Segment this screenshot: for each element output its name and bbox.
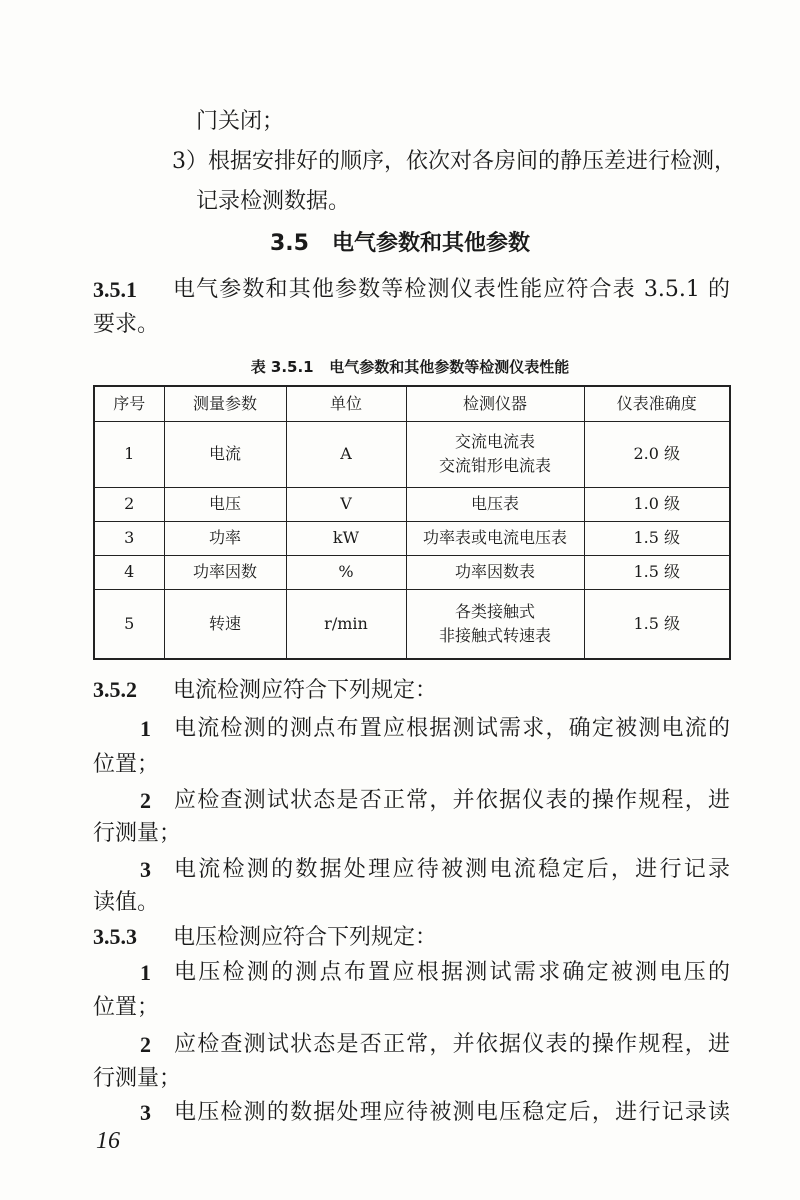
list-item-3: 3）根据安排好的顺序，依次对各房间的静压差进行检测， bbox=[172, 149, 736, 174]
cell-unit: % bbox=[286, 555, 406, 589]
instrument-line: 非接触式转速表 bbox=[438, 625, 551, 645]
item-number: 1 bbox=[140, 716, 151, 741]
cell-no: 5 bbox=[94, 589, 164, 659]
clause-number: 3.5.2 bbox=[93, 677, 137, 702]
caption-number: 表 3.5.1 bbox=[250, 358, 314, 376]
header-cell: 仪表准确度 bbox=[584, 386, 730, 421]
item-number: 2 bbox=[140, 1032, 151, 1057]
clause-title: 电压检测应符合下列规定： bbox=[173, 925, 438, 950]
clause-item bbox=[140, 855, 730, 885]
clause-item bbox=[140, 958, 730, 988]
header-cell: 检测仪器 bbox=[406, 386, 584, 421]
item-text-cont: 行测量； bbox=[93, 1066, 182, 1091]
cell-accuracy: 1.0 级 bbox=[584, 487, 730, 521]
cell-instrument: 电压表 bbox=[406, 487, 584, 521]
clause-3-5-2 bbox=[93, 675, 437, 706]
section-number: 3.5 bbox=[270, 231, 309, 256]
item-text: 电流检测的数据处理应待被测电流稳定后，进行记录 bbox=[174, 857, 730, 882]
item-text: 应检查测试状态是否正常，并依据仪表的操作规程，进 bbox=[174, 1032, 730, 1057]
cell-instrument: 功率因数表 bbox=[406, 555, 584, 589]
cell-unit: r/min bbox=[286, 589, 406, 659]
item-text-cont: 位置； bbox=[93, 995, 160, 1020]
item-text: 电压检测的测点布置应根据测试需求确定被测电压的 bbox=[174, 960, 730, 985]
text-line: 门关闭； bbox=[196, 109, 285, 134]
cell-param: 电流 bbox=[164, 421, 286, 487]
item-text: 应检查测试状态是否正常，并依据仪表的操作规程，进 bbox=[174, 788, 730, 813]
cell-no: 4 bbox=[94, 555, 164, 589]
caption-title: 电气参数和其他参数等检测仪表性能 bbox=[329, 358, 570, 376]
cell-accuracy: 1.5 级 bbox=[584, 555, 730, 589]
header-cell: 测量参数 bbox=[164, 386, 286, 421]
instrument-line: 交流电流表 bbox=[454, 432, 535, 451]
cell-unit: A bbox=[286, 421, 406, 487]
item-text-cont: 读值。 bbox=[93, 890, 160, 915]
item-text: 电压检测的数据处理应待被测电压稳定后，进行记录读 bbox=[174, 1100, 730, 1125]
item-text: 电流检测的测点布置应根据测试需求，确定被测电流的 bbox=[174, 716, 730, 741]
clause-item bbox=[140, 1030, 730, 1060]
instrument-table bbox=[93, 385, 731, 660]
table-row bbox=[94, 487, 730, 521]
item-number: 1 bbox=[140, 960, 151, 985]
cell-accuracy: 1.5 级 bbox=[584, 589, 730, 659]
instrument-line: 交流钳形电流表 bbox=[438, 456, 551, 475]
clause-3-5-3 bbox=[93, 922, 437, 953]
table-row bbox=[94, 589, 730, 659]
table-row bbox=[94, 555, 730, 589]
table-row bbox=[94, 421, 730, 487]
item-number: 2 bbox=[140, 788, 151, 813]
clause-item bbox=[140, 714, 730, 744]
cell-instrument bbox=[406, 589, 584, 659]
cell-unit: V bbox=[286, 487, 406, 521]
cell-no: 2 bbox=[94, 487, 164, 521]
clause-title: 电流检测应符合下列规定： bbox=[173, 678, 438, 703]
instrument-line: 各类接触式 bbox=[454, 601, 535, 621]
page-number: 16 bbox=[96, 1128, 120, 1154]
cell-no: 1 bbox=[94, 421, 164, 487]
item-text-cont: 位置； bbox=[93, 752, 160, 777]
clause-text: 电气参数和其他参数等检测仪表性能应符合表 3.5.1 的 bbox=[173, 277, 730, 302]
cell-param: 转速 bbox=[164, 589, 286, 659]
table-caption bbox=[0, 356, 800, 377]
cell-instrument: 功率表或电流电压表 bbox=[406, 521, 584, 555]
cell-param: 功率因数 bbox=[164, 555, 286, 589]
cell-no: 3 bbox=[94, 521, 164, 555]
cell-accuracy: 2.0 级 bbox=[584, 421, 730, 487]
clause-text-cont: 要求。 bbox=[93, 312, 160, 337]
clause-number: 3.5.3 bbox=[93, 924, 137, 949]
cell-unit: kW bbox=[286, 521, 406, 555]
section-heading bbox=[0, 226, 800, 257]
clause-3-5-1 bbox=[93, 275, 730, 305]
section-title: 电气参数和其他参数 bbox=[331, 231, 530, 256]
cell-param: 功率 bbox=[164, 521, 286, 555]
table-row bbox=[94, 521, 730, 555]
table-header-row bbox=[94, 386, 730, 421]
clause-item bbox=[140, 786, 730, 816]
header-cell: 序号 bbox=[94, 386, 164, 421]
header-cell: 单位 bbox=[286, 386, 406, 421]
text-line: 记录检测数据。 bbox=[196, 189, 351, 214]
cell-accuracy: 1.5 级 bbox=[584, 521, 730, 555]
clause-number: 3.5.1 bbox=[93, 277, 137, 302]
clause-item bbox=[140, 1098, 730, 1128]
cell-instrument bbox=[406, 421, 584, 487]
cell-param: 电压 bbox=[164, 487, 286, 521]
item-text-cont: 行测量； bbox=[93, 821, 182, 846]
item-number: 3 bbox=[140, 857, 151, 882]
item-number: 3 bbox=[140, 1100, 151, 1125]
